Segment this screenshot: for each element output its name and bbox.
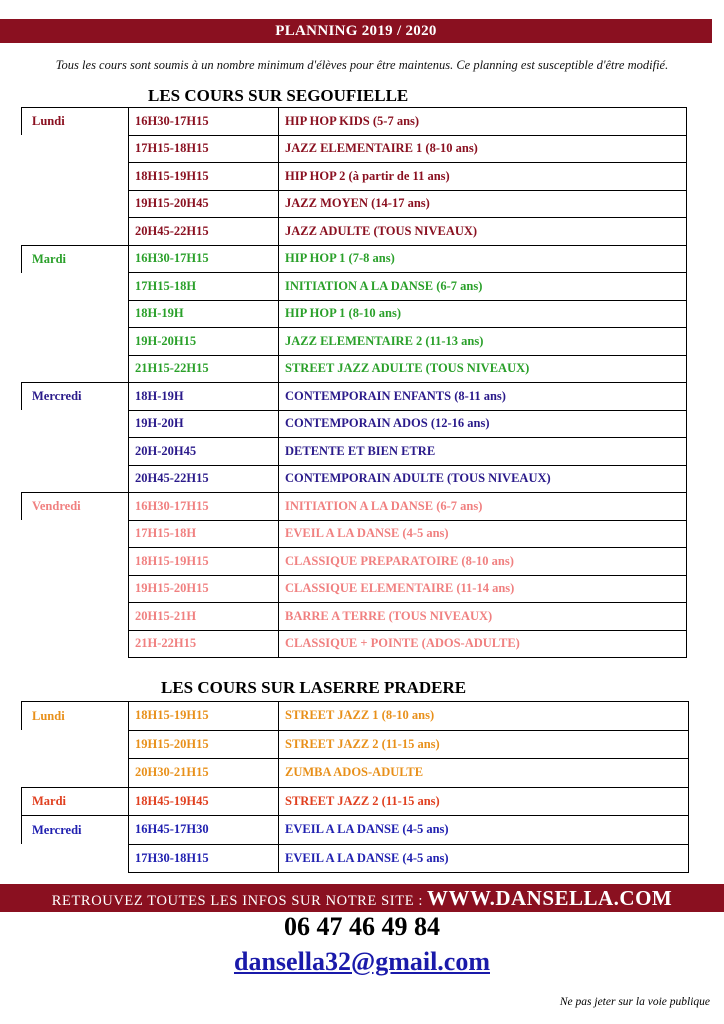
course-cell: HIP HOP KIDS (5-7 ans) [279,108,687,136]
table-row [22,787,689,816]
day-cell [22,548,129,576]
time-cell: 17H30-18H15 [129,844,279,873]
course-cell: HIP HOP 2 (à partir de 11 ans) [279,163,687,191]
time-cell: 16H30-17H15 [129,108,279,136]
schedule-table-laserre [21,701,689,873]
day-cell: Vendredi [22,493,129,521]
day-cell [22,410,129,438]
table-row [22,520,687,548]
day-cell [22,603,129,631]
course-cell: CLASSIQUE ELEMENTAIRE (11-14 ans) [279,575,687,603]
email-link[interactable]: dansella32@gmail.com [233,947,490,976]
course-cell: ZUMBA ADOS-ADULTE [279,759,689,788]
time-cell: 21H15-22H15 [129,355,279,383]
day-cell [22,438,129,466]
day-cell [22,630,129,658]
table-row [22,730,689,759]
course-cell: DETENTE ET BIEN ETRE [279,438,687,466]
course-cell: EVEIL A LA DANSE (4-5 ans) [279,816,689,845]
notice-text: Tous les cours sont soumis à un nombre minimum d'élèves pour être maintenus. Ce planning est susceptible d'être modifié. [55,58,669,72]
time-cell: 20H30-21H15 [129,759,279,788]
day-cell [22,759,129,788]
table-row [22,218,687,246]
day-cell [22,520,129,548]
website-link[interactable]: WWW.DANSELLA.COM [427,886,673,910]
time-cell: 20H45-22H15 [129,465,279,493]
table-row [22,163,687,191]
day-cell [22,355,129,383]
time-cell: 19H15-20H15 [129,575,279,603]
course-cell: INITIATION A LA DANSE (6-7 ans) [279,493,687,521]
course-cell: JAZZ ELEMENTAIRE 2 (11-13 ans) [279,328,687,356]
day-cell [22,730,129,759]
table-row [22,135,687,163]
course-cell: INITIATION A LA DANSE (6-7 ans) [279,273,687,301]
time-cell: 18H15-19H15 [129,548,279,576]
time-cell: 18H15-19H15 [129,163,279,191]
course-cell: STREET JAZZ ADULTE (TOUS NIVEAUX) [279,355,687,383]
table-row [22,702,689,731]
table-row [22,465,687,493]
footer-banner [0,884,724,912]
course-cell: CONTEMPORAIN ADOS (12-16 ans) [279,410,687,438]
course-cell: EVEIL A LA DANSE (4-5 ans) [279,844,689,873]
time-cell: 16H45-17H30 [129,816,279,845]
course-cell: CLASSIQUE + POINTE (ADOS-ADULTE) [279,630,687,658]
table-row [22,190,687,218]
day-cell: Mercredi [22,383,129,411]
time-cell: 16H30-17H15 [129,245,279,273]
day-cell [22,190,129,218]
time-cell: 20H15-21H [129,603,279,631]
table-row [22,630,687,658]
section-title-laserre: LES COURS SUR LASERRE PRADERE [161,678,467,697]
table-row [22,548,687,576]
day-cell [22,218,129,246]
course-cell: CONTEMPORAIN ENFANTS (8-11 ans) [279,383,687,411]
disclaimer-text: Ne pas jeter sur la voie publique [559,996,710,1008]
course-cell: STREET JAZZ 1 (8-10 ans) [279,702,689,731]
day-cell [22,163,129,191]
course-cell: HIP HOP 1 (8-10 ans) [279,300,687,328]
table-row [22,410,687,438]
day-cell [22,273,129,301]
time-cell: 18H-19H [129,300,279,328]
table-row [22,273,687,301]
time-cell: 16H30-17H15 [129,493,279,521]
course-cell: CLASSIQUE PREPARATOIRE (8-10 ans) [279,548,687,576]
table-row [22,493,687,521]
day-cell: Mardi [22,787,129,816]
time-cell: 19H-20H [129,410,279,438]
day-cell [22,465,129,493]
course-cell: JAZZ MOYEN (14-17 ans) [279,190,687,218]
table-row [22,300,687,328]
table-row [22,383,687,411]
table-row [22,108,687,136]
table-row [22,844,689,873]
course-cell: CONTEMPORAIN ADULTE (TOUS NIVEAUX) [279,465,687,493]
page-title: PLANNING 2019 / 2020 [275,23,437,39]
table-row [22,355,687,383]
table-row [22,575,687,603]
table-row [22,328,687,356]
day-cell: Lundi [22,702,129,731]
time-cell: 19H15-20H45 [129,190,279,218]
time-cell: 18H15-19H15 [129,702,279,731]
course-cell: STREET JAZZ 2 (11-15 ans) [279,787,689,816]
day-cell: Mercredi [22,816,129,845]
table-row [22,603,687,631]
time-cell: 17H15-18H [129,520,279,548]
day-cell [22,844,129,873]
day-cell [22,575,129,603]
time-cell: 19H15-20H15 [129,730,279,759]
time-cell: 20H-20H45 [129,438,279,466]
time-cell: 17H15-18H [129,273,279,301]
schedule-table-segoufielle [21,107,687,658]
course-cell: STREET JAZZ 2 (11-15 ans) [279,730,689,759]
time-cell: 20H45-22H15 [129,218,279,246]
day-cell: Mardi [22,245,129,273]
course-cell: HIP HOP 1 (7-8 ans) [279,245,687,273]
time-cell: 21H-22H15 [129,630,279,658]
time-cell: 19H-20H15 [129,328,279,356]
day-cell [22,135,129,163]
phone-number: 06 47 46 49 84 [284,912,440,941]
course-cell: JAZZ ELEMENTAIRE 1 (8-10 ans) [279,135,687,163]
table-row [22,438,687,466]
table-row [22,816,689,845]
table-row [22,759,689,788]
course-cell: EVEIL A LA DANSE (4-5 ans) [279,520,687,548]
time-cell: 18H45-19H45 [129,787,279,816]
day-cell: Lundi [22,108,129,136]
table-row [22,245,687,273]
section-title-segoufielle: LES COURS SUR SEGOUFIELLE [148,86,409,105]
course-cell: BARRE A TERRE (TOUS NIVEAUX) [279,603,687,631]
time-cell: 17H15-18H15 [129,135,279,163]
course-cell: JAZZ ADULTE (TOUS NIVEAUX) [279,218,687,246]
footer-info-text: RETROUVEZ TOUTES LES INFOS SUR NOTRE SITE : [51,893,423,909]
day-cell [22,328,129,356]
time-cell: 18H-19H [129,383,279,411]
day-cell [22,300,129,328]
